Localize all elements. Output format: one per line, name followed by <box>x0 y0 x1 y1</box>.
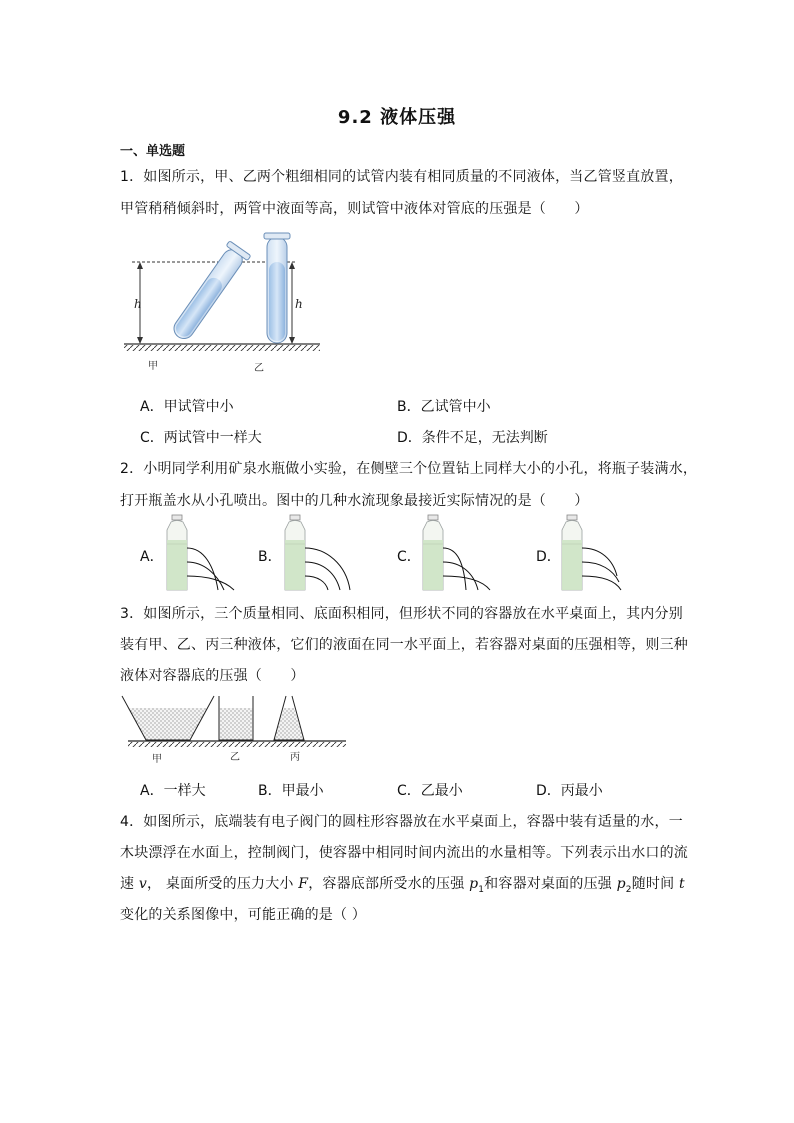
q3-option-c[interactable]: C．乙最小 <box>397 783 463 799</box>
q4-stem-line1: 4．如图所示，底端装有电子阀门的圆柱形容器放在水平桌面上，容器中装有适量的水，一 <box>120 814 683 830</box>
q2-bottle-d-figure[interactable] <box>557 514 637 592</box>
q2-bottle-b-figure[interactable] <box>280 514 360 592</box>
q4-var-t: t <box>678 876 685 892</box>
q3-label-yi: 乙 <box>230 752 240 763</box>
section-heading: 一、单选题 <box>120 144 186 159</box>
q1-stem-line1: 1．如图所示，甲、乙两个粗细相同的试管内装有相同质量的不同液体，当乙管竖直放置， <box>120 169 683 185</box>
q1-option-c[interactable]: C．两试管中一样大 <box>140 430 262 446</box>
q1-option-d[interactable]: D．条件不足，无法判断 <box>397 430 548 446</box>
q2-stem-line2: 打开瓶盖水从小孔喷出。图中的几种水流现象最接近实际情况的是（ ） <box>120 493 589 509</box>
q3-option-d[interactable]: D．丙最小 <box>536 783 603 799</box>
q1-option-a[interactable]: A．甲试管中小 <box>140 399 234 415</box>
q4-var-p2-sub: 2 <box>625 884 632 895</box>
q4-line3-part-b: ， 桌面所受的压力大小 <box>146 876 299 892</box>
q4-var-p1: p <box>469 876 479 892</box>
q3-option-a[interactable]: A．一样大 <box>140 783 206 799</box>
q2-bottle-a-figure[interactable] <box>162 514 242 592</box>
q1-label-jia: 甲 <box>148 361 158 372</box>
q2-option-b[interactable]: B． <box>258 549 282 565</box>
q3-stem-line1: 3．如图所示，三个质量相同、底面积相同，但形状不同的容器放在水平桌面上，其内分别 <box>120 606 683 622</box>
q4-stem-line3 <box>120 873 685 895</box>
q4-var-v: v <box>138 876 147 892</box>
q1-h-right: h <box>295 297 303 311</box>
q1-option-b[interactable]: B．乙试管中小 <box>397 399 491 415</box>
q2-stem-line1: 2．小明同学利用矿泉水瓶做小实验，在侧壁三个位置钻上同样大小的小孔，将瓶子装满水， <box>120 461 698 477</box>
q3-containers-figure <box>118 690 350 768</box>
q2-option-a[interactable]: A． <box>140 549 164 565</box>
q4-line3-part-d: 和容器对桌面的压强 <box>484 876 617 892</box>
q1-stem-line2: 甲管稍稍倾斜时，两管中液面等高，则试管中液体对管底的压强是（ ） <box>120 201 589 217</box>
q3-stem-line2: 装有甲、乙、丙三种液体，它们的液面在同一水平面上，若容器对桌面的压强相等，则三种 <box>120 637 688 653</box>
q3-stem-line3: 液体对容器底的压强（ ） <box>120 668 305 684</box>
q4-line3-part-c: ，容器底部所受水的压强 <box>308 876 470 892</box>
q4-line3-part-e: 随时间 <box>631 876 679 892</box>
q4-stem-line2: 木块漂浮在水面上，控制阀门，使容器中相同时间内流出的水量相等。下列表示出水口的流 <box>120 845 688 861</box>
q4-var-f: F <box>298 876 309 892</box>
q3-label-jia: 甲 <box>152 754 162 765</box>
q1-label-yi: 乙 <box>254 363 264 374</box>
q1-h-left: h <box>134 297 142 311</box>
page-title: 9.2 液体压强 <box>337 107 457 128</box>
q1-test-tubes-figure <box>118 228 328 376</box>
q2-option-d[interactable]: D． <box>536 549 561 565</box>
q2-bottle-c-figure[interactable] <box>418 514 498 592</box>
q4-stem-line4: 变化的关系图像中，可能正确的是（ ） <box>120 907 367 923</box>
q4-line3-part-a: 速 <box>120 876 139 892</box>
q3-option-b[interactable]: B．甲最小 <box>258 783 324 799</box>
q4-var-p1-sub: 1 <box>478 884 485 895</box>
q3-label-bing: 丙 <box>290 752 300 763</box>
q4-var-p2: p <box>616 876 626 892</box>
q2-option-c[interactable]: C． <box>397 549 421 565</box>
